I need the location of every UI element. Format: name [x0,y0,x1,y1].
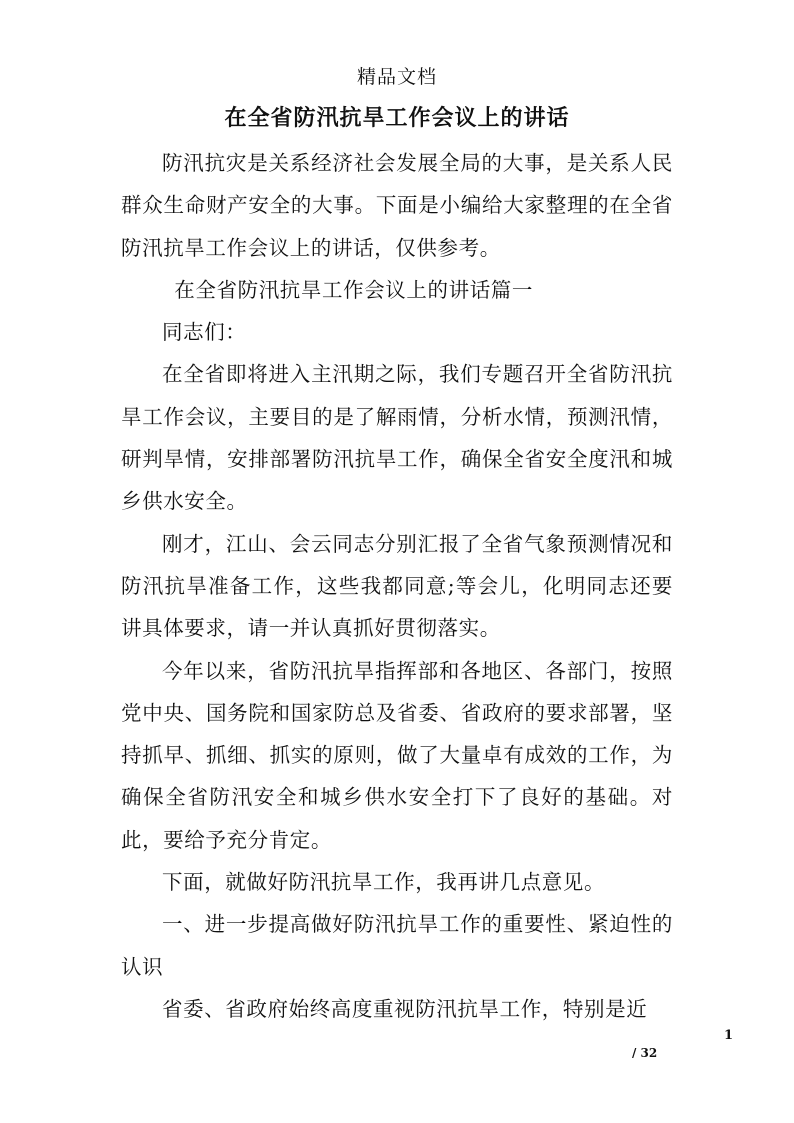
point-heading: 一、进一步提高做好防汛抗旱工作的重要性、紧迫性的认识 [121,912,673,979]
paragraph: 刚才，江山、会云同志分别汇报了全省气象预测情况和防汛抗旱准备工作，这些我都同意;等会儿，化明同志还要讲具体要求，请一并认真抓好贯彻落实。 [121,531,673,641]
paragraph: 省委、省政府始终高度重视防汛抗旱工作，特别是近 [162,996,648,1021]
page-total: / 32 [632,1046,658,1060]
page-header: 精品文档 [356,66,437,88]
salutation: 同志们： [162,320,247,345]
document-title: 在全省防汛抗旱工作会议上的讲话 [224,105,570,131]
paragraph: 在全省即将进入主汛期之际，我们专题召开全省防汛抗旱工作会议，主要目的是了解雨情，分析水情，预测汛情，研判旱情，安排部署防汛抗旱工作，确保全省安全度汛和城乡供水安全。 [121,362,673,514]
page-number: 1 [724,1028,734,1043]
intro-paragraph: 防汛抗灾是关系经济社会发展全局的大事，是关系人民群众生命财产安全的大事。下面是小编给大家整理的在全省防汛抗旱工作会议上的讲话，仅供参考。 [121,151,673,260]
document-body [121,142,673,1030]
paragraph: 下面，就做好防汛抗旱工作，我再讲几点意见。 [162,870,606,895]
paragraph: 今年以来，省防汛抗旱指挥部和各地区、各部门，按照党中央、国务院和国家防总及省委、省政府的要求部署，坚持抓早、抓细、抓实的原则，做了大量卓有成效的工作，为确保全省防汛安全和城乡供水安全打下了良好的基础。对此，要给予充分肯定。 [121,658,673,852]
section-heading: 在全省防汛抗旱工作会议上的讲话篇一 [174,277,533,302]
